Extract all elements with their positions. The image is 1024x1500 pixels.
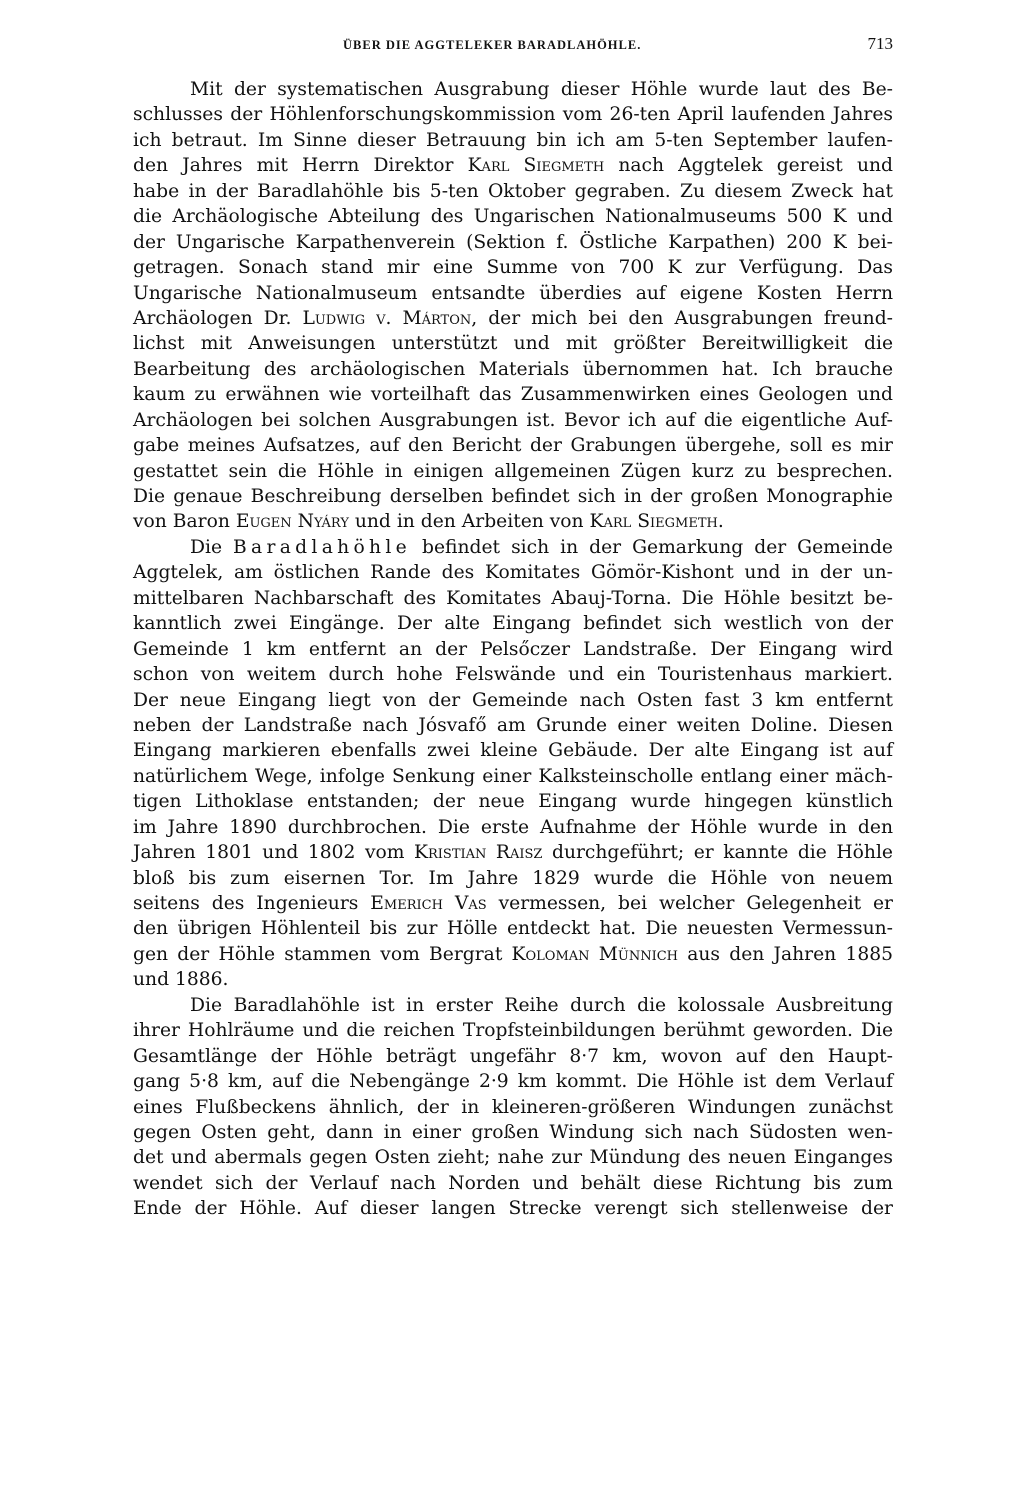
text-line: natürlichem Wege, infolge Senkung einer Kalksteinscholle entlang einer mäch- (133, 765, 893, 787)
text-run: und in den Arbeiten von (348, 511, 590, 533)
text-line (133, 153, 893, 178)
text-line: schon von weitem durch hohe Felswände und ein Touristenhaus markiert. (133, 664, 893, 686)
text-line: Bearbeitung des archäologischen Materials übernommen hat. Ich brauche (133, 358, 893, 380)
text-line (133, 535, 893, 560)
text-run: gen der Höhle stammen vom Bergrat (133, 943, 512, 965)
text-line: kaum zu erwähnen wie vorteilhaft das Zusammenwirken eines Geologen und (133, 384, 893, 406)
text-line: gabe meines Aufsatzes, auf den Bericht der Grabungen übergehe, soll es mir (133, 435, 893, 457)
text-line: ihrer Hohlräume und die reichen Tropfsteinbildungen berühmt geworden. Die (133, 1020, 893, 1042)
text-run: Archäologen Dr. (133, 307, 303, 329)
text-line: gestattet sein die Höhle in einigen allgemeinen Zügen kurz zu besprechen. (133, 460, 893, 482)
person-name: Emerich Vas (370, 893, 487, 914)
text-line (133, 840, 893, 865)
text-line: Die genaue Beschreibung derselben befindet sich in der großen Monographie (133, 486, 893, 507)
running-title: ÜBER DIE AGGTELEKER BARADLAHÖHLE. (343, 38, 642, 52)
person-name: Kristian Raisz (414, 842, 543, 864)
person-name: Karl Siegmeth (589, 511, 718, 533)
text-line: det und abermals gegen Osten zieht; nahe zur Mündung des neuen Einganges (133, 1147, 893, 1169)
page-number: 713 (867, 34, 893, 53)
text-line: schlusses der Höhlenforschungskommission vom 26-ten April laufenden Jahres (133, 104, 893, 126)
text-run: . (717, 511, 724, 533)
text-line: eines Flußbeckens ähnlich, der in kleineren-größeren Windungen zunächst (133, 1096, 893, 1118)
text-line: kanntlich zwei Eingänge. Der alte Eingang befindet sich westlich von der (133, 613, 893, 635)
text-line (133, 891, 893, 916)
text-line: gang 5·8 km, auf die Nebengänge 2·9 km kommt. Die Höhle ist dem Verlauf (133, 1071, 893, 1093)
text-line: Der neue Eingang liegt von der Gemeinde nach Osten fast 3 km entfernt (133, 689, 893, 711)
person-name: Eugen Nyáry (235, 511, 349, 533)
person-name: Karl Siegmeth (467, 155, 605, 177)
text-line: tigen Lithoklase entstanden; der neue Eingang wurde hingegen künstlich (133, 791, 893, 813)
text-run: den Jahres mit Herrn Direktor (133, 155, 468, 177)
running-header (133, 36, 893, 56)
text-run: seitens des Ingenieurs (133, 893, 371, 914)
text-line: der Ungarische Karpathenverein (Sektion f. Östliche Karpathen) 200 K bei- (133, 231, 893, 253)
text-line (133, 509, 893, 534)
text-line: bloß bis zum eisernen Tor. Im Jahre 1829 wurde die Höhle von neuem (133, 867, 893, 889)
text-run: von Baron (133, 511, 236, 533)
text-line: mittelbaren Nachbarschaft des Komitates Abauj-Torna. Die Höhle besitzt be- (133, 587, 893, 609)
text-run: nach Aggtelek gereist und (604, 155, 893, 177)
text-run: befindet sich in der Gemarkung der Gemeinde (411, 536, 893, 558)
text-line: Gesamtlänge der Höhle beträgt ungefähr 8·7 km, wovon auf den Haupt- (133, 1045, 893, 1067)
text-line: Aggtelek, am östlichen Rande des Komitates Gömör-Kishont und in der un- (133, 562, 893, 584)
text-line: Archäologen bei solchen Ausgrabungen ist. Bevor ich auf die eigentliche Auf- (133, 409, 893, 431)
text-run: durchgeführt; er kannte die Höhle (542, 842, 893, 864)
text-run: Jahren 1801 und 1802 vom (133, 842, 415, 864)
text-line: Gemeinde 1 km entfernt an der Pelsőczer Landstraße. Der Eingang wird (133, 638, 893, 660)
text-line: ich betraut. Im Sinne dieser Betrauung bin ich am 5-ten September laufen- (133, 129, 893, 151)
text-line: die Archäologische Abteilung des Ungarischen Nationalmuseums 500 K und (133, 206, 893, 228)
person-name: Ludwig v. Márton (302, 307, 472, 329)
text-line: Ende der Höhle. Auf dieser langen Strecke verengt sich stellenweise der (133, 1198, 893, 1220)
text-run: , der mich bei den Ausgrabungen freund- (471, 307, 893, 329)
text-line: gegen Osten geht, dann in einer großen Windung sich nach Südosten wen- (133, 1121, 893, 1143)
text-run: aus den Jahren 1885 (678, 943, 893, 965)
text-line: getragen. Sonach stand mir eine Summe von 700 K zur Verfügung. Das (133, 257, 893, 279)
text-line (133, 942, 893, 967)
text-line: Eingang markieren ebenfalls zwei kleine Gebäude. Der alte Eingang ist auf (133, 740, 893, 762)
text-line: neben der Landstraße nach Jósvafő am Grunde einer weiten Doline. Diesen (133, 714, 893, 736)
emphasized-term: Baradlahöhle (233, 536, 412, 558)
text-run: vermessen, bei welcher Gelegenheit er (486, 893, 893, 914)
person-name: Koloman Münnich (511, 943, 679, 965)
text-line: und 1886. (133, 969, 229, 991)
text-line (133, 306, 893, 331)
text-line: im Jahre 1890 durchbrochen. Die erste Aufnahme der Höhle wurde in den (133, 816, 893, 838)
text-line: lichst mit Anweisungen unterstützt und mit größter Bereitwilligkeit die (133, 333, 893, 355)
text-line: Die Baradlahöhle ist in erster Reihe durch die kolossale Ausbreitung (190, 994, 893, 1016)
text-line: den übrigen Höhlenteil bis zur Hölle entdeckt hat. Die neuesten Vermessun- (133, 918, 893, 940)
text-run: Die (190, 536, 234, 558)
body-text (133, 77, 893, 1222)
text-line: Ungarische Nationalmuseum entsandte überdies auf eigene Kosten Herrn (133, 282, 893, 304)
text-line: habe in der Baradlahöhle bis 5-ten Oktober gegraben. Zu diesem Zweck hat (133, 180, 893, 202)
text-line: wendet sich der Verlauf nach Norden und behält diese Richtung bis zum (133, 1172, 893, 1194)
text-line: Mit der systematischen Ausgrabung dieser Höhle wurde laut des Be- (190, 79, 893, 100)
